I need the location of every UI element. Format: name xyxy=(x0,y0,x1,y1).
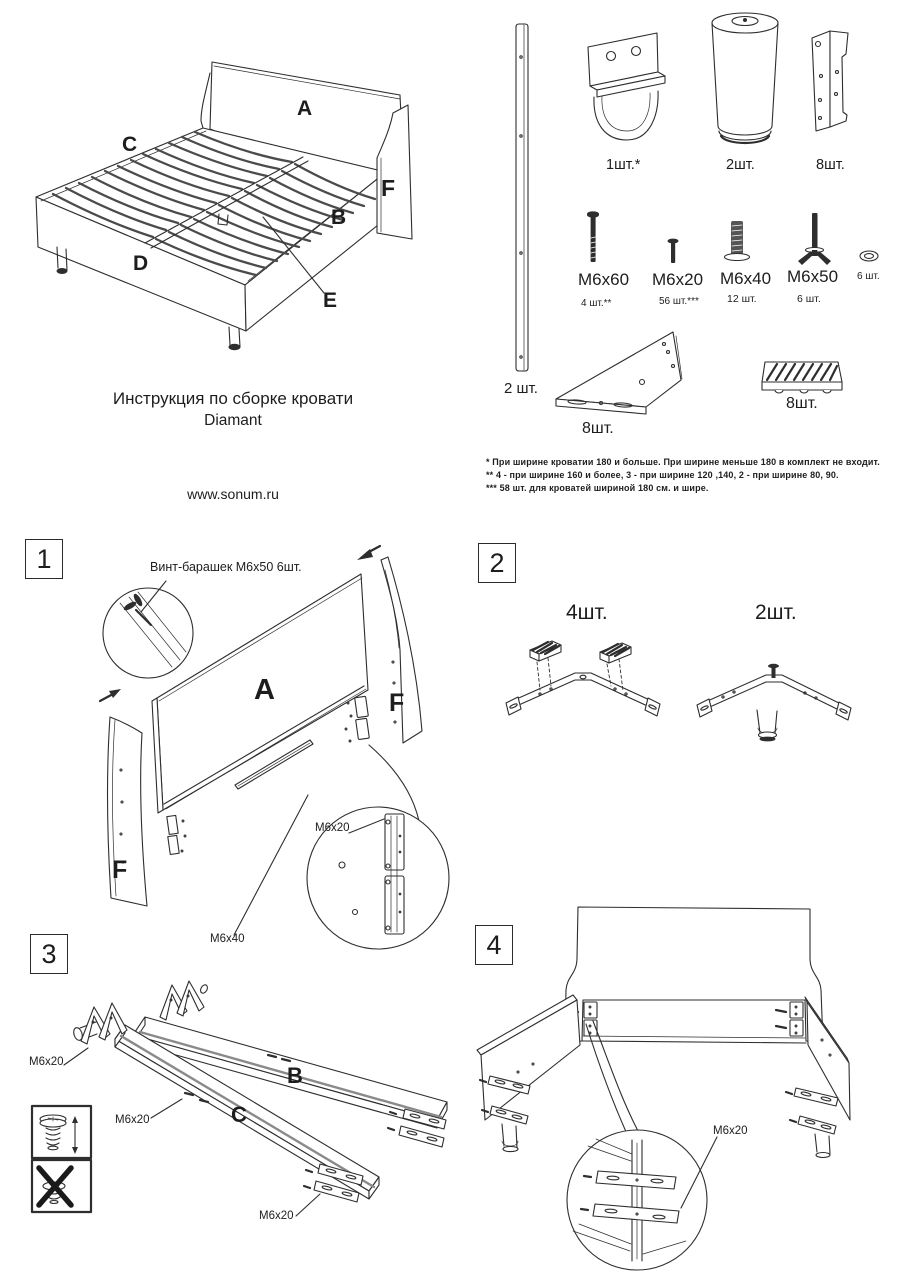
bolt-name-m6x50: М6х50 xyxy=(787,267,839,286)
step3-label-b: B xyxy=(287,1063,303,1088)
bolt-name-m6x40: М6х40 xyxy=(720,269,772,288)
step1-m6x20-label: M6x20 xyxy=(315,822,350,834)
strip-qty: 2 шт. xyxy=(504,380,538,397)
overview-bed-diagram xyxy=(20,25,440,355)
page-title: Инструкция по сборке кровати xyxy=(112,389,354,408)
step1-number: 1 xyxy=(36,543,52,574)
step2-diagram xyxy=(460,540,900,750)
bolt-qty-m6x60: 4 шт.** xyxy=(581,298,612,309)
step1-label-a: A xyxy=(254,674,275,706)
step3-label-c: C xyxy=(231,1102,247,1127)
footnote-3: *** 58 шт. для кроватей шириной 180 см. и шире. xyxy=(486,483,709,493)
step1-label-f-left: F xyxy=(112,856,128,884)
step3-m6x20-label-2: M6x20 xyxy=(115,1114,150,1126)
step3-m6x20-label-1: M6x20 xyxy=(29,1056,64,1068)
overview-label-b: B xyxy=(331,206,347,229)
step4-number: 4 xyxy=(486,929,502,960)
overview-label-c: C xyxy=(122,133,138,156)
bolt-qty-m6x20: 56 шт.*** xyxy=(659,296,699,307)
overview-label-a: A xyxy=(297,97,313,120)
step3-m6x20-label-3: M6x20 xyxy=(259,1210,294,1222)
overview-label-e: E xyxy=(323,289,338,312)
step1-label-f-right: F xyxy=(389,689,405,717)
step3-number: 3 xyxy=(41,938,57,969)
footnote-1: * При ширине кроватии 180 и больше. При ширине меньше 180 в комплект не входит. xyxy=(486,457,880,467)
pad-qty: 8шт. xyxy=(786,395,818,412)
step4-m6x20-label: M6x20 xyxy=(713,1125,748,1137)
website-link: www.sonum.ru xyxy=(187,486,279,502)
step2-left-qty: 4шт. xyxy=(566,601,608,624)
overview-label-d: D xyxy=(133,252,149,275)
gusset-qty: 8шт. xyxy=(582,420,614,437)
step2-number: 2 xyxy=(489,547,505,578)
hook-bracket-qty: 1шт.* xyxy=(606,157,641,173)
bolt-name-m6x60: М6х60 xyxy=(578,270,630,289)
bolt-qty-m6x50: 6 шт. xyxy=(797,293,821,305)
parts-list-drawing xyxy=(480,0,900,450)
step4-diagram xyxy=(460,890,900,1280)
step1-diagram xyxy=(20,540,460,960)
overview-label-f: F xyxy=(381,175,396,201)
washer-qty: 6 шт. xyxy=(857,271,880,282)
bolt-name-m6x20: М6х20 xyxy=(652,270,704,289)
bolt-qty-m6x40: 12 шт. xyxy=(727,293,757,305)
step1-thumbscrew-note: Винт-барашек М6х50 6шт. xyxy=(150,560,302,574)
leg-qty: 2шт. xyxy=(726,157,755,173)
footnote-2: ** 4 - при ширине 160 и более, 3 - при ширине 120 ,140, 2 - при ширине 80, 90. xyxy=(486,470,839,480)
corner-bracket-qty: 8шт. xyxy=(816,157,845,173)
step1-m6x40-label: M6x40 xyxy=(210,933,245,945)
step2-right-qty: 2шт. xyxy=(755,601,797,624)
page-subtitle: Diamant xyxy=(204,412,262,429)
